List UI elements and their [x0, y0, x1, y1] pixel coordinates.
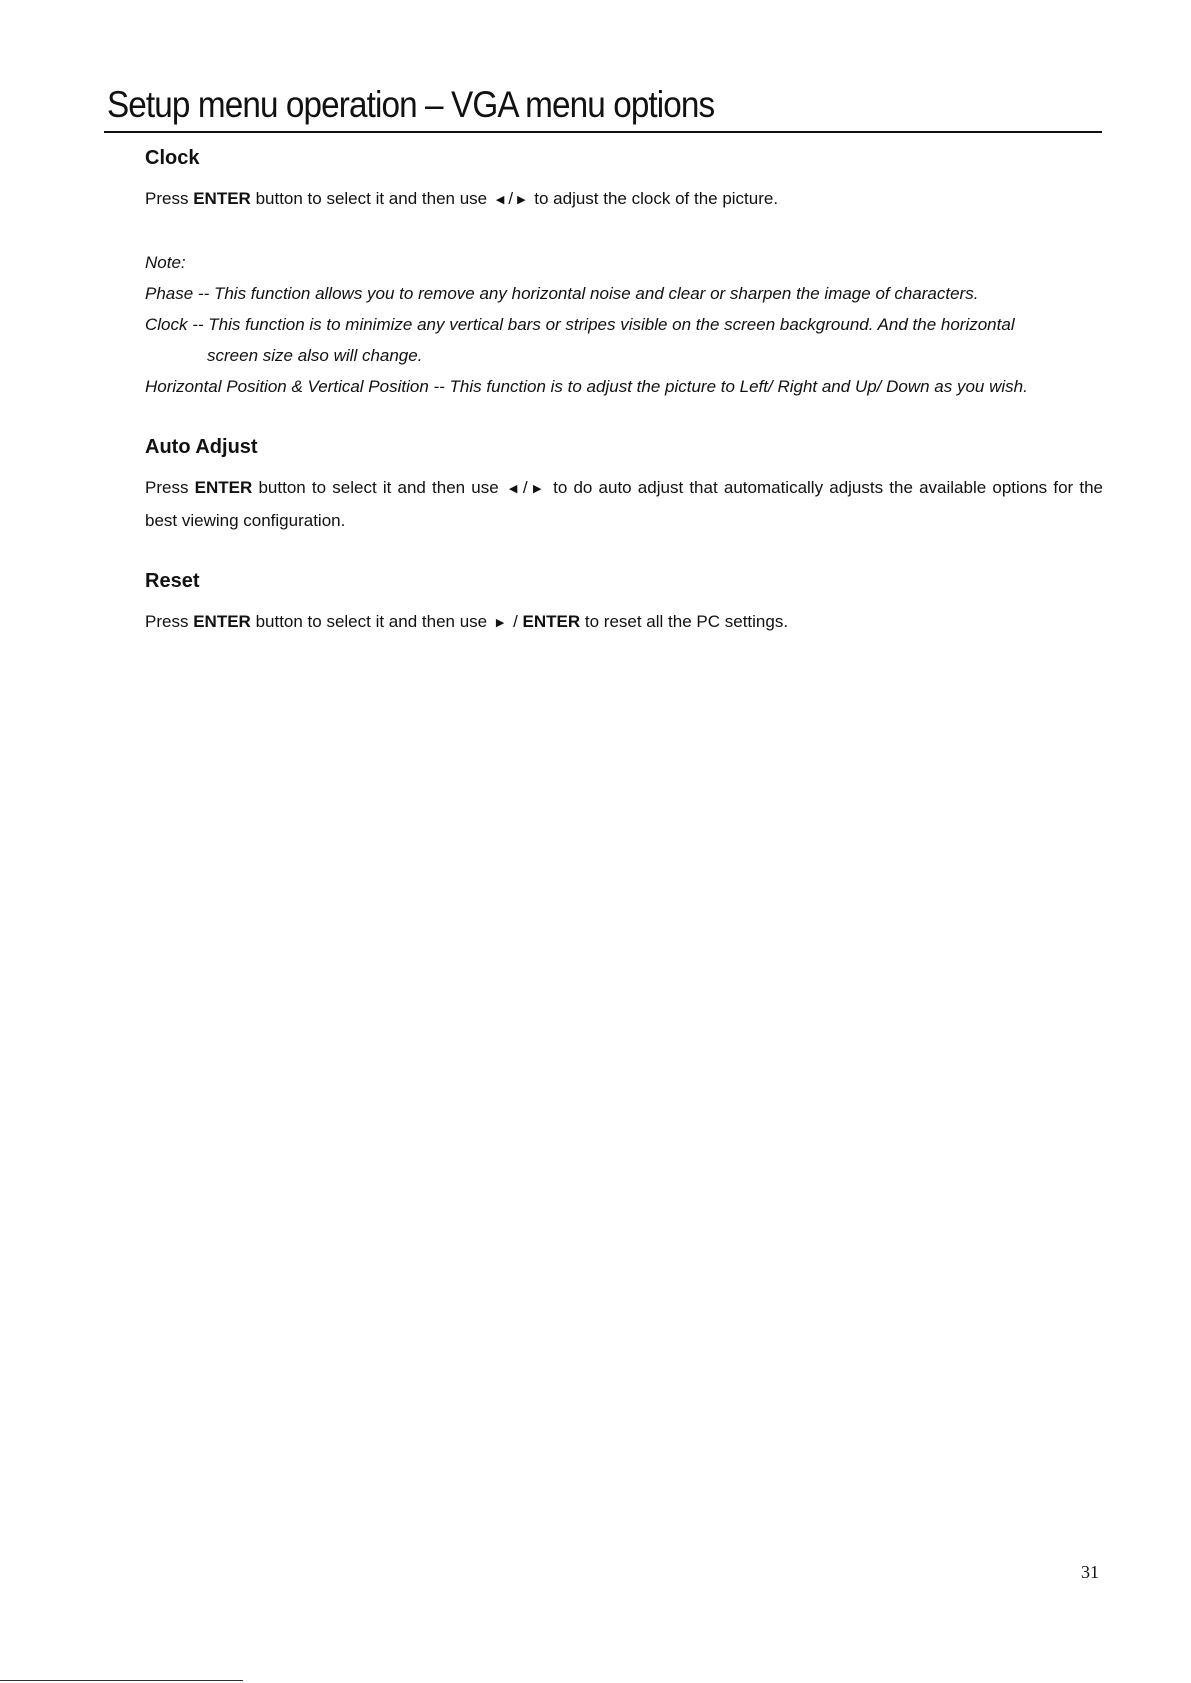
page-number: 31: [1081, 1562, 1099, 1582]
note-block: [145, 247, 1103, 402]
auto-adjust-enter-key: ENTER: [194, 478, 253, 497]
clock-heading: Clock: [145, 147, 200, 169]
auto-adjust-text-b: to do auto adjust that automatically adjusts the available options for the best viewing configuration.: [145, 478, 1103, 530]
clock-enter-key: ENTER: [193, 189, 251, 208]
note-position: Horizontal Position & Vertical Position -- This function is to adjust the picture to Left/ Right and Up/ Down as you wish.: [145, 377, 1028, 396]
note-clock-line-2-text: screen size also will change.: [207, 346, 423, 365]
right-arrow-icon: ▶: [531, 483, 543, 495]
auto-adjust-heading: Auto Adjust: [145, 436, 258, 458]
auto-adjust-separator: /: [522, 478, 528, 497]
clock-section: [145, 143, 1103, 216]
note-phase: Phase -- This function allows you to remove any horizontal noise and clear or sharpen the image of characters.: [145, 284, 979, 303]
note-clock-line-2: [145, 340, 1103, 371]
left-arrow-icon: ◀: [508, 483, 519, 495]
left-arrow-icon: ◀: [495, 194, 505, 206]
auto-adjust-press-text: Press: [145, 478, 189, 497]
page-content: [145, 143, 1103, 639]
right-arrow-icon: ▶: [517, 194, 526, 206]
reset-description: [145, 606, 1103, 639]
title-rule: [104, 131, 1102, 133]
clock-text-b: to adjust the clock of the picture.: [534, 189, 779, 208]
clock-text-a: button to select it and then use: [255, 189, 488, 208]
reset-press-text: Press: [145, 612, 189, 631]
reset-heading: Reset: [145, 570, 200, 592]
reset-text-b: to reset all the PC settings.: [584, 612, 789, 631]
note-label: Note:: [145, 253, 186, 272]
reset-separator: /: [513, 612, 518, 631]
clock-description: [145, 183, 1103, 216]
clock-separator: /: [508, 189, 514, 208]
page-title: Setup menu operation – VGA menu options: [107, 84, 715, 125]
auto-adjust-text-a: button to select it and then use: [258, 478, 499, 497]
auto-adjust-description: [145, 472, 1103, 536]
auto-adjust-section: [145, 432, 1103, 536]
note-clock-line-1: Clock -- This function is to minimize any vertical bars or stripes visible on the screen background. And the horizontal: [145, 315, 1015, 334]
reset-enter-key-2: ENTER: [522, 612, 581, 631]
reset-section: [145, 566, 1103, 639]
reset-text-a: button to select it and then use: [255, 612, 488, 631]
right-arrow-icon: ▶: [495, 617, 505, 629]
clock-press-text: Press: [145, 189, 189, 208]
footer-rule: [0, 1680, 243, 1681]
reset-enter-key: ENTER: [193, 612, 251, 631]
